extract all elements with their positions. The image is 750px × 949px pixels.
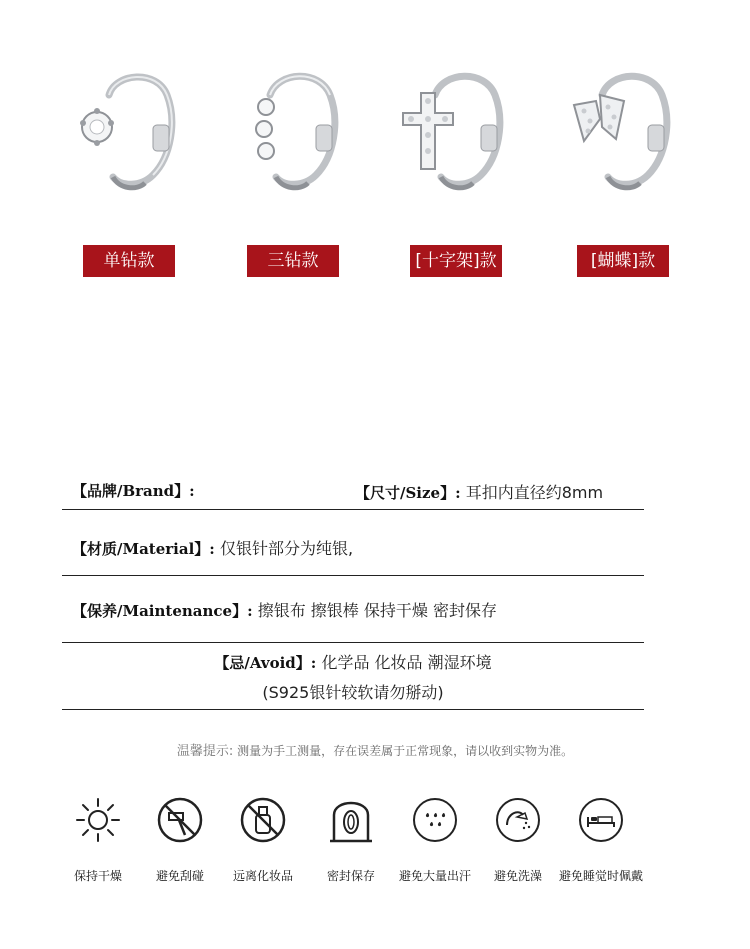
product-tag: 三钻款 [247,245,339,277]
spec-row-maintenance [62,598,644,620]
avoid-note: (S925银针较软请勿掰动) [262,683,444,702]
divider [62,709,644,710]
care-label: 保持干燥 [73,869,122,883]
care-item-no-cosmetics [218,795,308,884]
size-spec [355,480,603,503]
sweat-drops-icon [410,795,460,845]
divider [62,509,644,510]
material-label: 【材质/Material】: [72,540,215,558]
size-label: 【尺寸/Size】: [355,484,461,502]
product-tag: [蝴蝶]款 [577,245,669,277]
butterfly-hoop-earring-icon [540,55,710,215]
care-item-no-shower [473,795,563,884]
avoid-label: 【忌/Avoid】: [214,654,317,672]
bed-icon [576,795,626,845]
cross-hoop-earring-icon [373,55,543,215]
spec-row-material [62,536,644,558]
measurement-note [0,740,750,759]
spec-row-brand-size [62,480,644,502]
sun-icon [73,795,123,845]
product-tag: [十字架]款 [410,245,502,277]
single-stone-hoop-earring-icon [45,55,215,215]
size-value: 耳扣内直径约8mm [465,483,604,502]
brand-label: 【品牌/Brand】: [72,482,195,500]
product-variants [0,0,750,300]
spec-row-avoid [62,650,644,672]
note-text: 测量为手工测量，存在误差属于正常现象，请以收到实物为准。 [237,744,574,758]
maintenance-label: 【保养/Maintenance】: [72,602,253,620]
three-stone-hoop-earring-icon [210,55,380,215]
care-label: 避免洗澡 [493,869,542,883]
product-cross[interactable] [373,55,543,285]
sealed-box-icon [326,795,376,845]
avoid-value: 化学品 化妆品 潮湿环境 [321,653,492,672]
product-three-stones[interactable] [210,55,380,285]
product-tag: 单钻款 [83,245,175,277]
care-label: 密封保存 [326,869,375,883]
divider [62,575,644,576]
care-label: 远离化妆品 [232,869,293,883]
product-butterfly[interactable] [540,55,710,285]
product-single-stone[interactable] [45,55,215,285]
material-value: 仅银针部分为纯银, [219,539,354,558]
note-lead: 温馨提示: [176,744,234,759]
care-instructions [0,795,750,895]
no-hammer-icon [155,795,205,845]
care-label: 避免刮碰 [155,869,204,883]
care-label: 避免睡觉时佩戴 [558,869,643,883]
care-item-no-scratch [135,795,225,884]
shower-icon [493,795,543,845]
maintenance-value: 擦银布 擦银棒 保持干燥 密封保存 [257,601,497,620]
care-item-no-sweat [390,795,480,884]
care-item-no-sleep [556,795,646,884]
divider [62,642,644,643]
care-item-sealed [306,795,396,884]
no-cosmetics-icon [238,795,288,845]
care-label: 避免大量出汗 [398,869,471,883]
care-item-dry [53,795,143,884]
